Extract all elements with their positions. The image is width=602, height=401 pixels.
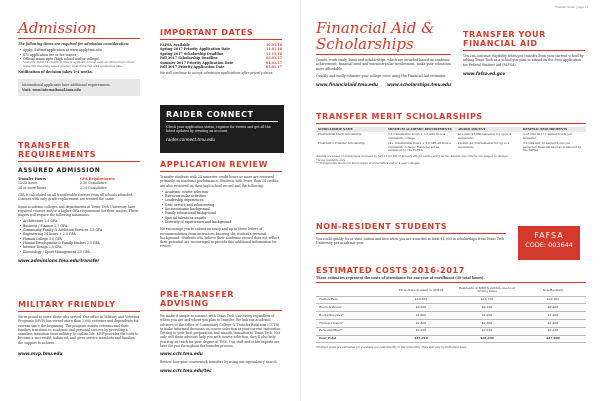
transfer-requirements-title: TRANSFER REQUIREMENTS	[18, 141, 97, 159]
hours-header: Transfer Hours	[18, 177, 47, 181]
raider-connect-box	[160, 105, 284, 153]
merit-req: 3.5 transferable hours + 3.5 GPA from a community college	[388, 132, 446, 140]
admission-item: • Official transcripts (high school and/or college)	[18, 57, 140, 61]
costs-col-header: Residents of MMTX (within one-hour driving time)	[454, 285, 520, 296]
date-label: FAFSA Available	[160, 43, 190, 47]
admission-note: Students under 24 credits at time of application must send an official high school transcript including senior grades / final transcript with graduation date.	[23, 60, 135, 68]
major-item: • Kinesiology / Sport Management 2.5 GPA	[18, 250, 140, 254]
notification-text: Notification of decision takes 2-4 weeks.	[18, 70, 93, 74]
merit-divider	[316, 123, 586, 124]
admission-item: • Apply: Submit application at www.apply.tmu.edu	[18, 48, 140, 52]
major-item: • Interior Design 2.5 GPA	[18, 245, 140, 249]
financial-aid-section	[316, 20, 451, 87]
cost-value: $2,226	[520, 327, 586, 335]
major-item: • Human College 3.0 GPA	[18, 237, 140, 241]
date-value: 04.01.17	[265, 60, 282, 65]
merit-table	[316, 127, 586, 153]
review-item: • Leadership experiences	[160, 198, 282, 202]
non-resident-divider	[316, 233, 506, 234]
raider-connect-body: Check your application status, register for events and get all the latest updates by creating an account.	[166, 125, 271, 134]
cost-label: Your Total	[316, 335, 388, 343]
admission-item: • $75 application fee or fee waiver	[18, 53, 140, 57]
application-review-closing: We encourage you to submit an essay and up to three letters of recommendation from instructors knowing the student's personal background. Students who believe their academic record does not reflect their potential are encouraged to provide this additional information for review.	[160, 227, 280, 249]
pre-transfer-divider	[160, 310, 282, 311]
hours-cell: 12-23 hours	[18, 181, 38, 186]
cost-label: Personal/Misc*	[316, 327, 388, 335]
merit-col-header: SCHOLARSHIP NAME	[318, 127, 353, 131]
costs-note: *Indirect costs are estimates for expenses not paid directly to the university. They will vary by individual need.	[316, 345, 468, 350]
review-item: • Civic service and volunteering	[160, 203, 282, 207]
equivalency-note: Review how your coursework transfers by using our equivalency search.	[160, 360, 278, 365]
military-section	[18, 300, 140, 356]
merit-note3: ** Transferable hours are hours taken at universities and/or 4-year colleges.	[316, 161, 421, 166]
merit-col-header: RENEWAL REQUIREMENTS	[523, 127, 568, 131]
application-review-title: APPLICATION REVIEW	[160, 160, 269, 169]
merit-name: President's Transfer Scholarship	[318, 141, 365, 146]
merit-col-header: AWARD AMOUNT	[458, 127, 486, 131]
non-resident-section	[316, 222, 506, 246]
costs-row	[316, 304, 586, 312]
date-label: Fall 2017 Priority Application Date	[160, 65, 225, 70]
pre-transfer-body: We make it simple to connect with Texas Tech University regardless of where you are and where you plan to transfer. We link our academic advisors to the Office of Community College & Transfer Relations (CCTR) to make informed decisions on course selection at your current institution. Getting to your best preparation and smooth transition to Texas Tech. Not only will these advisors help you with course selection, they'll also help you stay on track for your degree at TMU. Our staff and other experts are here for you throughout the transfer process.	[160, 314, 282, 349]
international-line1: International applicants have additional requirements.	[22, 83, 111, 88]
pre-transfer-section	[160, 290, 282, 373]
pre-transfer-title: PRE-TRANSFER ADVISING	[160, 290, 235, 308]
costs-total-row	[316, 335, 586, 343]
transfer-fa-divider	[463, 50, 585, 51]
major-item: • Business / Finance 2.7 GPA	[18, 224, 140, 228]
financial-aid-body2: Quickly and easily estimate your college costs using the Financial Aid estimator.	[316, 73, 447, 78]
costs-row	[316, 320, 586, 328]
financialaid-link[interactable]: www.financialaid.tmu.edu	[316, 82, 378, 88]
cost-value: $2,306	[520, 320, 586, 328]
date-label: Spring 2017 Scholarship Deadline	[160, 51, 224, 56]
military-divider	[18, 311, 140, 312]
major-item: • Architecture 2.5 GPA	[18, 219, 140, 223]
dates-list	[160, 43, 282, 69]
cost-value: $10,322	[388, 296, 454, 304]
international-box	[18, 79, 140, 96]
cost-value: $2,306	[388, 320, 454, 328]
raider-connect-divider	[166, 121, 278, 122]
cost-value: $9,206	[520, 304, 586, 312]
date-value: 03.01.17	[265, 56, 282, 61]
international-link[interactable]: Visit: www.international.tmu.edu	[22, 87, 81, 92]
cost-value: $1,200	[454, 312, 520, 320]
assured-admission-title: ASSURED ADMISSION	[18, 167, 101, 174]
cost-total: $26,030	[454, 335, 520, 343]
financial-aid-links	[316, 82, 451, 87]
financial-aid-title-line1: Financial Aid &	[316, 19, 435, 37]
merit-renewal: 3.25 GPA and 12 earned hours per semester	[523, 132, 573, 140]
costs-section	[316, 266, 586, 350]
cctr-link[interactable]: www.cctr.tmu.edu	[160, 351, 203, 357]
equivalency-link[interactable]: www.cctr.tmu.edu/tec	[160, 367, 212, 373]
costs-row	[316, 327, 586, 335]
cost-value: $9,206	[388, 304, 454, 312]
cost-total: $25,010	[388, 335, 454, 343]
merit-name: Presidential Merit Scholarship	[318, 132, 362, 137]
major-req-note: Some academic colleges and departments at Texas Tech University have required courses and/or a higher GPA requirement for their majors. These majors will require the following minimums:	[18, 204, 139, 218]
costs-intro: These estimates represent the costs of attendance for one year of enrollment (30 total hours).	[316, 276, 485, 280]
application-review-intro: Transfer students with 24 semester credit hours or more are reviewed primarily on academic performance. Students with fewer than 24 credits are also reviewed on their high school record and the following:	[160, 175, 279, 188]
costs-header-row	[316, 285, 586, 296]
transfer-fa-body: You can continue eligibility when you transfer from your current school by adding Texas Tech as a school you plan to attend on the Free Application for Federal Student Aid (FAFSA).	[463, 54, 584, 67]
merit-note: Awards are based on transcripts received by July 15 for fall or January 4th for spring entry terms. Awards and criteria are subject to change.	[316, 154, 509, 159]
date-value: 11.01.16	[265, 47, 282, 52]
review-item: • Socioeconomic background	[160, 207, 282, 211]
gpa-cell: 2.25 Cumulative	[80, 185, 107, 190]
merit-row	[316, 132, 586, 141]
major-item: • Engineering 24 hours + 2.5 GPA	[18, 232, 140, 236]
date-value: 05.01.17	[265, 65, 282, 70]
financial-aid-body: Grants, work study, loans and scholarships, which are awarded based on academic achievement, financial need and extracurricular involvement, make your education more affordable.	[316, 58, 451, 71]
gpa-header: GPA Requirements	[80, 177, 115, 181]
transfer-requirements-divider	[18, 161, 140, 162]
important-dates-title: IMPORTANT DATES	[160, 28, 254, 37]
review-item: • Family educational background	[160, 211, 282, 215]
review-item: • Diversity of experiences and background	[160, 220, 282, 224]
costs-row	[316, 296, 586, 304]
date-label: Fall 2017 Scholarship Deadline	[160, 56, 218, 61]
transfer-fa-section	[463, 30, 585, 76]
date-value: 10.01.16	[265, 43, 282, 47]
gpa-cell: 2.50 Cumulative	[80, 181, 107, 186]
cost-value: $15,122	[454, 296, 520, 304]
cost-label: Room & Board	[316, 304, 388, 312]
cost-total: $37,900	[520, 335, 586, 343]
review-item: • Extracurricular activities	[160, 194, 282, 198]
admission-divider	[18, 38, 140, 39]
fafsa-code-box	[518, 226, 580, 260]
application-review-section	[160, 160, 282, 249]
military-body: We're proud to serve those who served. Our office in Military and Veterans Programs (MVP) has served more than 2,000 veterans and dependents for veteran since the beginning. The program assists veterans and their families transition to academic and personal success by providing a seamless transition from military to civilian life. MVP provides the tools to become a successful, balanced, and gives service members and families the support to achieve.	[18, 315, 140, 345]
cost-value: $2,306	[454, 320, 520, 328]
cost-value: $22,962	[520, 296, 586, 304]
merit-award: $9,000 ($2,250/semester for up to 4 semesters)	[458, 141, 510, 149]
transfer-fa-title-line1: TRANSFER YOUR	[463, 30, 546, 39]
fafsa-label: FAFSA	[534, 231, 564, 240]
admission-title: Admission	[18, 19, 97, 37]
application-review-divider	[160, 171, 282, 172]
merit-note2: *Texas residents only	[316, 157, 346, 162]
scholarships-link[interactable]: www.scholarships.tmu.edu	[387, 82, 451, 88]
important-dates-divider	[160, 39, 282, 40]
costs-row	[316, 312, 586, 320]
merit-row	[316, 141, 586, 153]
cost-value: $1,200	[520, 312, 586, 320]
cost-value: $9,196	[454, 304, 520, 312]
admission-section	[18, 20, 140, 96]
date-label: Summer 2017 Priority Application Date	[160, 60, 234, 65]
transfer-requirements-section	[18, 141, 140, 263]
non-resident-title: NON-RESIDENT STUDENTS	[316, 222, 448, 231]
merit-section	[316, 112, 586, 166]
financial-aid-divider	[316, 54, 451, 55]
financial-aid-title-line2: Scholarships	[316, 35, 414, 53]
cost-value: $2,226	[454, 327, 520, 335]
review-criteria	[160, 190, 282, 224]
review-item: • Special talents or awards	[160, 216, 282, 220]
merit-title: TRANSFER MERIT SCHOLARSHIPS	[316, 112, 483, 121]
page-fold	[300, 0, 301, 401]
assured-row	[18, 186, 140, 190]
review-item: • Academic course selection	[160, 190, 282, 194]
merit-renewal: 3.0 GPA and 12 earned hours per semester; financial need as evidenced by the FAFSA	[523, 141, 582, 153]
non-resident-body: You could qualify for in-state tuition and fees when you are awarded at least $1,000 in scholarships from Texas Tech University per academic year.	[316, 237, 505, 246]
costs-divider	[316, 282, 586, 283]
cost-label: Transportation*	[316, 320, 388, 328]
merit-award: $12,000 ($3,000/semester for up to 4 semesters)	[458, 132, 512, 140]
dates-note: We will continue to accept admission applications after priority dates.	[160, 71, 274, 76]
admission-intro: The following items are required for admission consideration:	[18, 42, 130, 46]
date-value: 11.15.16	[265, 51, 282, 56]
hours-cell: 24 or more hours	[18, 185, 47, 190]
cost-value: $1,200	[388, 312, 454, 320]
cost-value: $2,226	[388, 327, 454, 335]
transfer-link[interactable]: www.admissions.tmu.edu/transfer	[18, 257, 100, 263]
important-dates-section	[160, 28, 282, 76]
raider-connect-link[interactable]: raider.connect.tmu.edu	[166, 136, 215, 142]
merit-col-header: MINIMUM ACADEMIC REQUIREMENTS	[388, 127, 452, 131]
cost-label: Books/Supplies*	[316, 312, 388, 320]
major-item: • Community Family & Addiction Services 2.5 GPA	[18, 228, 140, 232]
fafsa-code: CODE: 003644	[525, 241, 573, 249]
admission-items	[18, 48, 140, 61]
raider-connect-title: RAIDER CONNECT	[166, 110, 254, 119]
transfer-fa-title-line2: FINANCIAL AID	[463, 39, 538, 48]
major-item: • Human Development & Family Studies 2.5 GPA	[18, 241, 140, 245]
date-row	[160, 65, 282, 69]
military-title: MILITARY FRIENDLY	[18, 300, 116, 309]
fafsa-link[interactable]: www.fafsa.ed.gov	[463, 70, 506, 76]
date-label: Spring 2017 Priority Application Date	[160, 47, 231, 52]
page-header: Transfer Guide | page 13	[555, 6, 588, 9]
military-link[interactable]: www.mvp.tmu.edu	[18, 351, 63, 357]
major-list	[18, 219, 140, 253]
costs-col-header: TX in-State Student in MMTX	[388, 285, 454, 296]
costs-table	[316, 285, 586, 343]
costs-title: ESTIMATED COSTS 2016-2017	[316, 266, 465, 275]
costs-col-header	[316, 285, 388, 296]
cost-label: Tuition/Fees	[316, 296, 388, 304]
merit-req: 24+ transferable hours + 3.0 GPA all from a community college; Financial aid as evidenced by the FAFSA	[388, 141, 451, 153]
gpa-calc-note: GPA is calculated on all transferable courses from all schools attended. Courses with only grade replacement are treated the same.	[18, 193, 134, 202]
costs-col-header: Non-Resident	[520, 285, 586, 296]
